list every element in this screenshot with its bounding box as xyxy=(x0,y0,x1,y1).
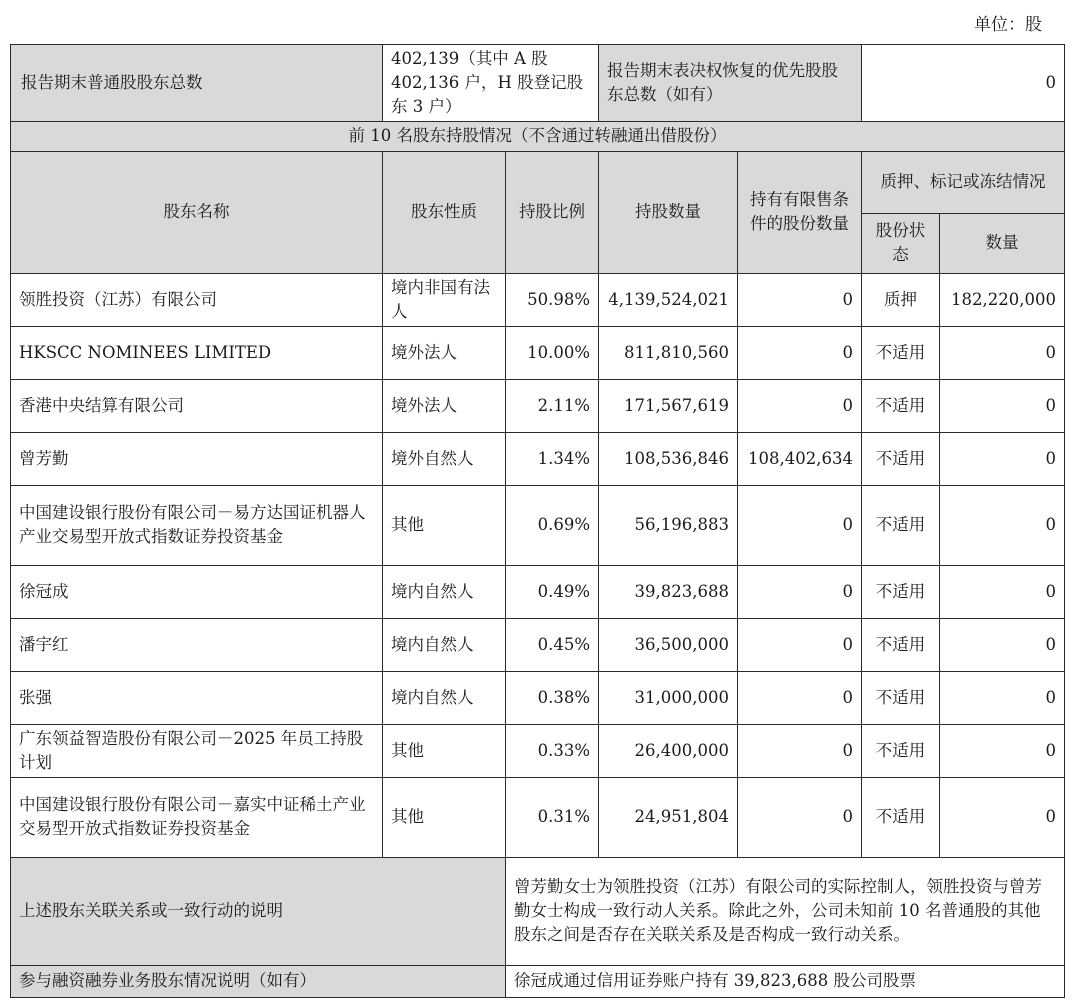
holder-status: 不适用 xyxy=(862,379,940,432)
section-title: 前 10 名股东持股情况（不含通过转融通出借股份） xyxy=(11,121,1065,151)
total-common-holders-label: 报告期末普通股股东总数 xyxy=(11,45,383,122)
holder-nature: 其他 xyxy=(383,777,506,857)
holder-shares: 26,400,000 xyxy=(599,724,738,777)
holder-name: HKSCC NOMINEES LIMITED xyxy=(11,326,383,379)
header-row-1 xyxy=(11,151,1065,213)
holder-status: 不适用 xyxy=(862,485,940,565)
holder-name: 潘宇红 xyxy=(11,618,383,671)
holder-ratio: 1.34% xyxy=(506,432,599,485)
holder-name: 领胜投资（江苏）有限公司 xyxy=(11,273,383,326)
header-restricted: 持有有限售条件的股份数量 xyxy=(738,151,862,273)
holder-status: 不适用 xyxy=(862,565,940,618)
holder-nature: 境外法人 xyxy=(383,326,506,379)
holder-shares: 36,500,000 xyxy=(599,618,738,671)
holder-status: 质押 xyxy=(862,273,940,326)
table-row xyxy=(11,326,1065,379)
holder-name: 张强 xyxy=(11,671,383,724)
relation-label: 上述股东关联关系或一致行动的说明 xyxy=(11,857,506,965)
margin-trading-label: 参与融资融券业务股东情况说明（如有） xyxy=(11,965,506,997)
holder-name: 中国建设银行股份有限公司－嘉实中证稀土产业交易型开放式指数证券投资基金 xyxy=(11,777,383,857)
holder-restricted: 0 xyxy=(738,485,862,565)
relation-row xyxy=(11,857,1065,965)
holder-quantity: 0 xyxy=(940,485,1065,565)
table-row xyxy=(11,724,1065,777)
header-nature: 股东性质 xyxy=(383,151,506,273)
header-shares: 持股数量 xyxy=(599,151,738,273)
holder-status: 不适用 xyxy=(862,777,940,857)
holder-restricted: 0 xyxy=(738,379,862,432)
holder-status: 不适用 xyxy=(862,432,940,485)
holder-ratio: 0.31% xyxy=(506,777,599,857)
holder-restricted: 0 xyxy=(738,326,862,379)
holder-name: 中国建设银行股份有限公司－易方达国证机器人产业交易型开放式指数证券投资基金 xyxy=(11,485,383,565)
holder-status: 不适用 xyxy=(862,724,940,777)
holder-nature: 境内自然人 xyxy=(383,618,506,671)
header-quantity: 数量 xyxy=(940,213,1065,273)
holder-nature: 境外法人 xyxy=(383,379,506,432)
holder-ratio: 2.11% xyxy=(506,379,599,432)
table-row xyxy=(11,432,1065,485)
holder-quantity: 0 xyxy=(940,432,1065,485)
holder-status: 不适用 xyxy=(862,671,940,724)
holder-shares: 39,823,688 xyxy=(599,565,738,618)
total-common-holders-value: 402,139（其中 A 股 402,136 户，H 股登记股东 3 户） xyxy=(383,45,599,122)
holder-shares: 108,536,846 xyxy=(599,432,738,485)
header-pledge-group: 质押、标记或冻结情况 xyxy=(862,151,1065,213)
holder-name: 广东领益智造股份有限公司－2025 年员工持股计划 xyxy=(11,724,383,777)
holder-quantity: 0 xyxy=(940,671,1065,724)
preferred-holders-label: 报告期末表决权恢复的优先股股东总数（如有） xyxy=(599,45,862,122)
holder-name: 香港中央结算有限公司 xyxy=(11,379,383,432)
holder-restricted: 108,402,634 xyxy=(738,432,862,485)
holder-nature: 境内非国有法人 xyxy=(383,273,506,326)
summary-row xyxy=(11,45,1065,122)
holder-quantity: 0 xyxy=(940,379,1065,432)
holder-shares: 811,810,560 xyxy=(599,326,738,379)
table-row xyxy=(11,565,1065,618)
relation-text: 曾芳勤女士为领胜投资（江苏）有限公司的实际控制人，领胜投资与曾芳勤女士构成一致行动人关系。除此之外，公司未知前 10 名普通股的其他股东之间是否存在关联关系及是否构成一致行动关系。 xyxy=(506,857,1065,965)
header-name: 股东名称 xyxy=(11,151,383,273)
holder-nature: 其他 xyxy=(383,724,506,777)
margin-trading-row xyxy=(11,965,1065,997)
holder-nature: 其他 xyxy=(383,485,506,565)
holder-restricted: 0 xyxy=(738,618,862,671)
holder-restricted: 0 xyxy=(738,724,862,777)
margin-trading-text: 徐冠成通过信用证券账户持有 39,823,688 股公司股票 xyxy=(506,965,1065,997)
holder-restricted: 0 xyxy=(738,565,862,618)
holder-restricted: 0 xyxy=(738,777,862,857)
holder-shares: 31,000,000 xyxy=(599,671,738,724)
holder-ratio: 0.33% xyxy=(506,724,599,777)
holder-ratio: 0.45% xyxy=(506,618,599,671)
holder-name: 徐冠成 xyxy=(11,565,383,618)
header-status: 股份状态 xyxy=(862,213,940,273)
holder-ratio: 0.49% xyxy=(506,565,599,618)
holder-name: 曾芳勤 xyxy=(11,432,383,485)
holder-quantity: 0 xyxy=(940,724,1065,777)
holder-quantity: 182,220,000 xyxy=(940,273,1065,326)
table-row xyxy=(11,777,1065,857)
holder-restricted: 0 xyxy=(738,671,862,724)
table-row xyxy=(11,273,1065,326)
holder-ratio: 10.00% xyxy=(506,326,599,379)
holder-shares: 24,951,804 xyxy=(599,777,738,857)
holder-shares: 171,567,619 xyxy=(599,379,738,432)
holder-shares: 56,196,883 xyxy=(599,485,738,565)
shareholder-table xyxy=(10,44,1065,998)
holder-ratio: 0.38% xyxy=(506,671,599,724)
holder-nature: 境内自然人 xyxy=(383,671,506,724)
holder-quantity: 0 xyxy=(940,618,1065,671)
preferred-holders-value: 0 xyxy=(862,45,1065,122)
unit-label: 单位：股 xyxy=(974,15,1042,35)
header-ratio: 持股比例 xyxy=(506,151,599,273)
holder-ratio: 50.98% xyxy=(506,273,599,326)
holder-quantity: 0 xyxy=(940,326,1065,379)
table-row xyxy=(11,485,1065,565)
holder-status: 不适用 xyxy=(862,618,940,671)
table-row xyxy=(11,671,1065,724)
holder-status: 不适用 xyxy=(862,326,940,379)
table-row xyxy=(11,379,1065,432)
holder-nature: 境外自然人 xyxy=(383,432,506,485)
holder-quantity: 0 xyxy=(940,565,1065,618)
table-row xyxy=(11,618,1065,671)
holder-shares: 4,139,524,021 xyxy=(599,273,738,326)
section-title-row xyxy=(11,121,1065,151)
holder-ratio: 0.69% xyxy=(506,485,599,565)
holder-restricted: 0 xyxy=(738,273,862,326)
holder-nature: 境内自然人 xyxy=(383,565,506,618)
holder-quantity: 0 xyxy=(940,777,1065,857)
